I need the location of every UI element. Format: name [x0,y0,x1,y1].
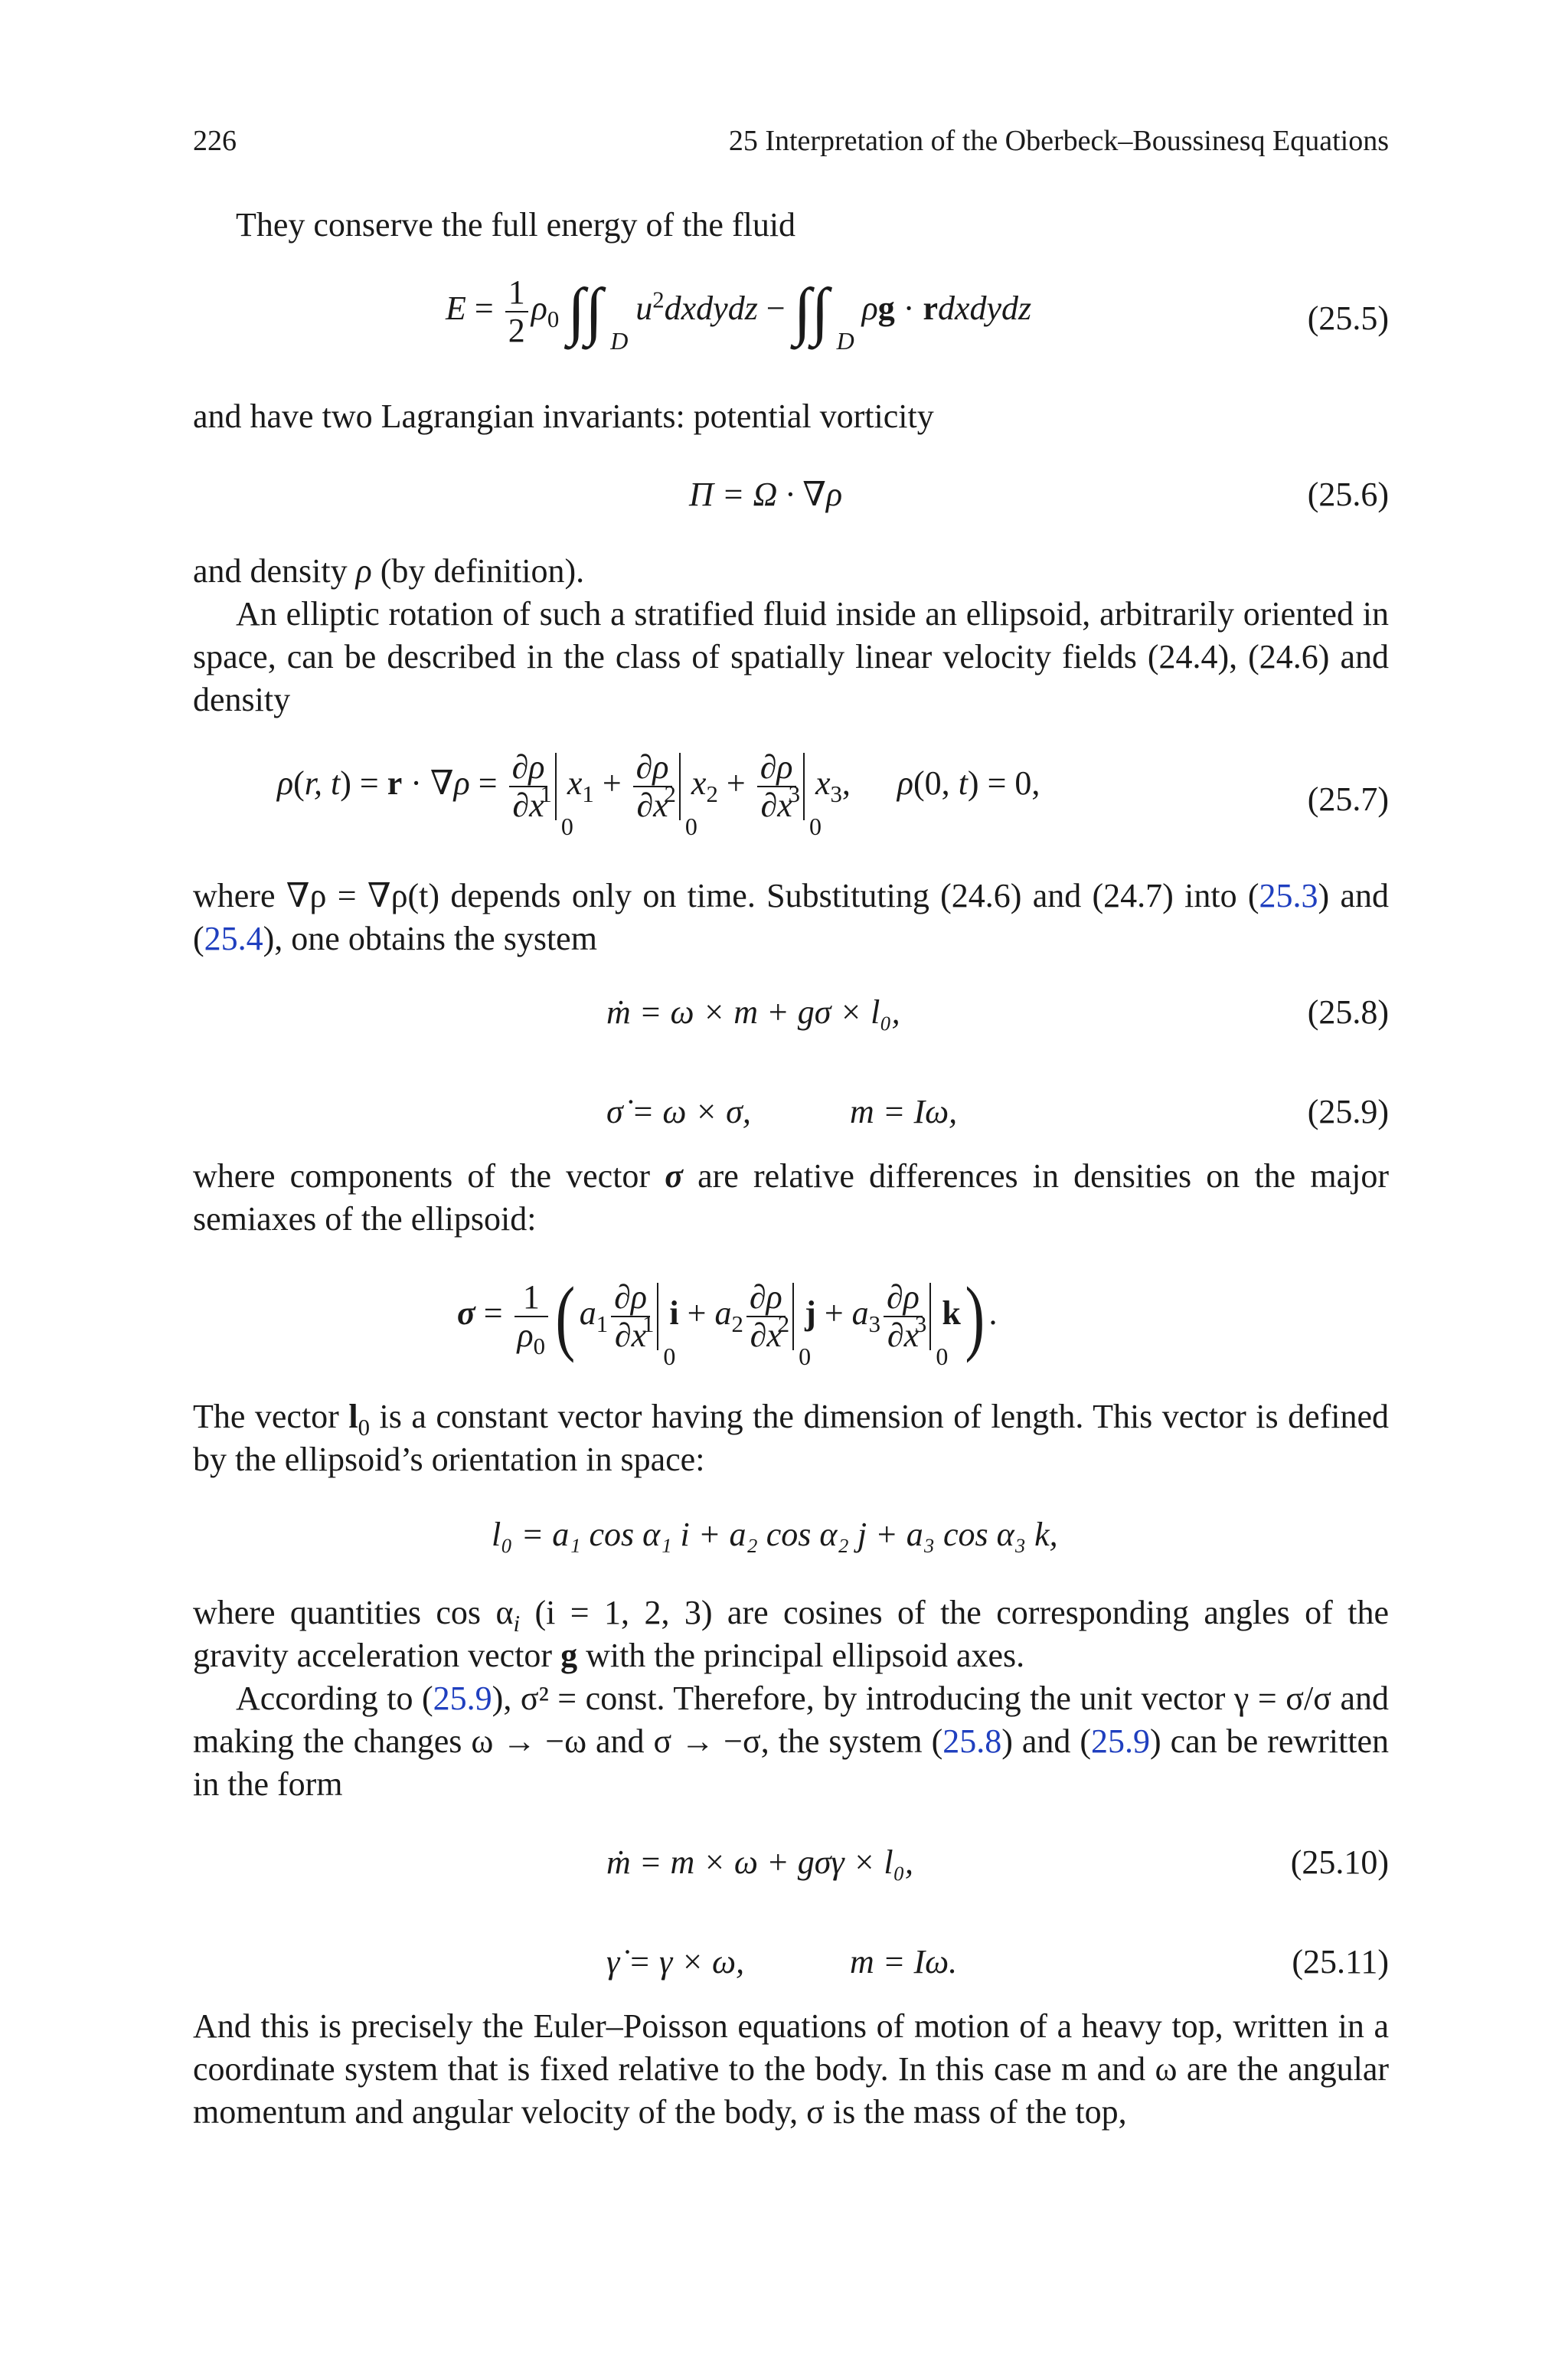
paragraph-9-text-a: According to ( [236,1680,433,1717]
double-integral-2: ∫∫ D [793,276,854,355]
sigma-definition [193,1270,1389,1382]
equation-link-25-9-b[interactable]: 25.9 [1091,1722,1151,1760]
page-number: 226 [193,125,237,157]
equation-25-5 [193,274,1389,366]
equation-number-25-9: (25.9) [1307,1093,1389,1130]
paragraph-8-text-a: where quantities cos α [193,1594,514,1631]
energy-formula: E = $\frac{1}{2}$ $\rho_0$ ∫∫ D $u^2dxdydz$ − ∫∫ D ρg · rdxdydz [446,273,1032,355]
equation-number-25-5: (25.5) [1307,299,1389,337]
paragraph-4: An elliptic rotation of such a stratified fluid inside an ellipsoid, arbitrarily oriented in space, can be described in the class of spatially linear velocity fields (24.4), (24.6) and density [193,595,1389,718]
equation-link-25-3[interactable]: 25.3 [1259,877,1318,914]
alpha-subscript: i [513,1610,521,1637]
half-fraction: $\frac{1}{2}$ [505,274,528,349]
equation-link-25-9-a[interactable]: 25.9 [433,1680,492,1717]
paragraph-9-text-d: ) can be rewritten in the form [193,1722,1389,1803]
equation-25-11 [193,1941,1389,1984]
density-formula: ρ(r, t) = r · ∇ρ = $\frac{\partial\rho}{\partial x}$ $_1$ 0 $x_1$ + $\frac{\partial\rho}{\partial x}$ $_2$ 0 $x_2$ + $\frac{\partial\rho}{\partial x}$ $_3$ 0 $x_3$, ρ(0, t) = 0, [277,748,1040,840]
running-title: 25 Interpretation of the Oberbeck–Boussinesq Equations [728,125,1389,157]
paragraph-6 [193,1155,1389,1241]
paragraph-8 [193,1591,1389,1677]
equation-link-25-4[interactable]: 25.4 [204,920,263,957]
paragraph-6-text-a: where components of the vector [193,1157,665,1195]
rho-symbol: ρ [355,552,372,590]
paragraph-10: And this is precisely the Euler–Poisson equations of motion of a heavy top, written in a coordinate system that is fixed relative to the body. In this case m and ω are the angular momentum and angular velocity of the body, σ is the mass of the top, [193,2007,1389,2131]
l0-subscript: 0 [358,1414,370,1441]
paragraph-6-text-b: are relative differences in densities on the major semiaxes of the ellipsoid: [193,1157,1389,1238]
equation-number-25-7: (25.7) [1307,780,1389,818]
equation-number-25-11: (25.11) [1292,1943,1389,1981]
paragraph-5-text-a: where ∇ρ = ∇ρ(t) depends only on time. Substituting (24.6) and (24.7) into ( [193,877,1259,914]
double-integral-1: ∫∫ D [567,276,629,355]
paragraph-9 [193,1677,1389,1806]
paragraph-2: and have two Lagrangian invariants: potential vorticity [193,397,934,435]
paragraph-8-text-b: (i = 1, 2, 3) are cosines of the corresponding angles of the gravity acceleration vector [193,1594,1390,1674]
paragraph-7-text-a: The vector [193,1398,349,1435]
inertia-equation-2: m = Iω. [850,1943,958,1981]
sigma-formula: σ = $\frac{1}{\rho_0}$ ( $a_1$ $\frac{\partial\rho}{\partial x}$ $_1$ 0 $i + a_2$ $\frac{\partial\rho}{\partial x}$ $_2$ 0 $j + a_3$ $\frac{\partial\rho}{\partial x}$ $_3$ 0 k) . [457,1270,998,1370]
sigma-equation: σ̇ = ω × σ, [606,1093,751,1130]
sigma-vector-symbol: σ [665,1157,683,1195]
l0-vector-symbol: l [348,1398,358,1435]
l0-definition [193,1513,1389,1556]
equation-number-25-10: (25.10) [1290,1843,1389,1881]
l0-formula: l₀ = a₁ cos α₁ i + a₂ cos α₂ j + a₃ cos α₃ k, [492,1516,1058,1553]
poisson-equation: γ̇ = γ × ω, [606,1943,745,1981]
gravity-vector-symbol: g [560,1637,578,1674]
paragraph-8-text-c: with the principal ellipsoid axes. [577,1637,1025,1674]
potential-vorticity-formula: Π = Ω · ∇ρ [689,476,843,513]
equation-25-7 [193,749,1389,849]
equation-number-25-8: (25.8) [1307,993,1389,1031]
paragraph-3-text-b: (by definition). [371,552,585,590]
paragraph-3-text-a: and density [193,552,356,590]
paragraph-7 [193,1395,1389,1481]
paragraph-9-text-b: ), σ² = const. Therefore, by introducing the unit vector γ = σ/σ and making the changes ω → −ω and σ → −σ, the system ( [193,1680,1389,1760]
paragraph-9-text-c: ) and ( [1001,1722,1092,1760]
euler-equation: ṁ = m × ω + gσγ × l₀, [606,1843,913,1881]
paragraph-7-text-b: is a constant vector having the dimension of length. This vector is defined by the ellipsoid’s orientation in space: [193,1398,1390,1478]
equation-25-10 [193,1841,1389,1884]
momentum-equation: ṁ = ω × m + gσ × l₀, [606,993,900,1031]
paragraph-3 [193,550,1389,593]
equation-25-8 [193,991,1389,1034]
paragraph-5 [193,875,1389,960]
inertia-equation: m = Iω, [850,1093,958,1130]
equation-number-25-6: (25.6) [1307,476,1389,513]
paragraph-5-text-b: ) and ( [193,877,1389,957]
paragraph-1: They conserve the full energy of the fluid [236,206,796,244]
equation-link-25-8[interactable]: 25.8 [942,1722,1002,1760]
paragraph-5-text-c: ), one obtains the system [263,920,597,957]
equation-25-9 [193,1091,1389,1133]
equation-25-6 [193,473,1389,516]
